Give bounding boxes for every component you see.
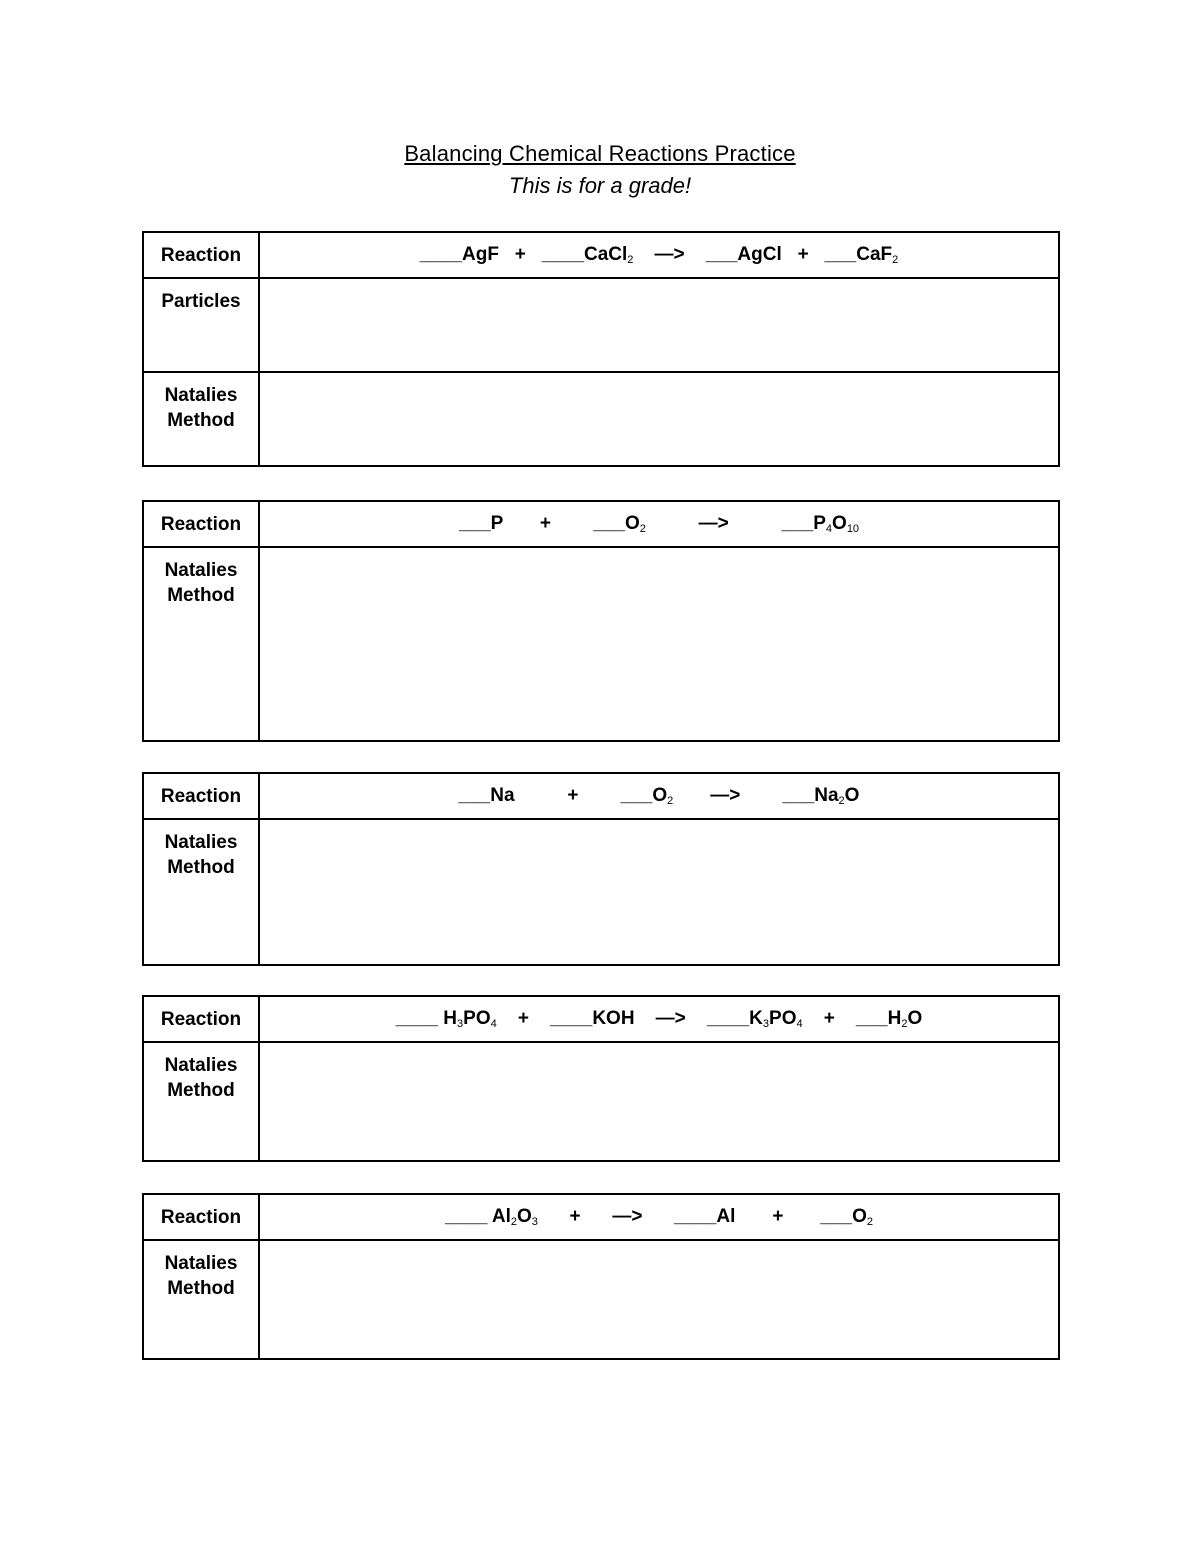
reaction-label: Reaction — [143, 996, 259, 1042]
reaction-equation-5: ____ $Al_2O_3$ + —> ____Al + $\_\_\_O_2$ — [259, 1194, 1059, 1240]
reaction-equation-3: ___Na + $\_\_\_O_2$ —> $\_\_\_Na_2O$ — [259, 773, 1059, 819]
reaction-equation-4: ____ $H_3PO_4$ + ____KOH —> $\_\_\_\_K_3PO_4$ + $\_\_\_H_2O$ — [259, 996, 1059, 1042]
method-work-area[interactable] — [259, 1042, 1059, 1161]
method-row — [143, 372, 1059, 466]
reaction-equation-2: ___P + $\_\_\_O_2$ —> $\_\_\_P_4O_{10}$ — [259, 501, 1059, 547]
method-work-area[interactable] — [259, 819, 1059, 965]
reaction-label: Reaction — [143, 232, 259, 278]
method-row — [143, 819, 1059, 965]
reaction-row — [143, 501, 1059, 547]
reaction-row — [143, 996, 1059, 1042]
method-label: Natalies Method — [143, 1042, 259, 1161]
reaction-table-4 — [142, 995, 1060, 1162]
method-work-area[interactable] — [259, 1240, 1059, 1359]
method-row — [143, 1042, 1059, 1161]
method-label: Natalies Method — [143, 547, 259, 741]
method-row — [143, 547, 1059, 741]
method-label: Natalies Method — [143, 372, 259, 466]
page-subtitle: This is for a grade! — [508, 173, 692, 198]
particles-label: Particles — [143, 278, 259, 372]
reaction-row — [143, 232, 1059, 278]
reaction-table-2 — [142, 500, 1060, 742]
reaction-label: Reaction — [143, 501, 259, 547]
reaction-label: Reaction — [143, 1194, 259, 1240]
particles-work-area[interactable] — [259, 278, 1059, 372]
method-work-area[interactable] — [259, 372, 1059, 466]
reaction-table-3 — [142, 772, 1060, 966]
method-label: Natalies Method — [143, 1240, 259, 1359]
particles-row — [143, 278, 1059, 372]
method-work-area[interactable] — [259, 547, 1059, 741]
page-title: Balancing Chemical Reactions Practice — [404, 141, 796, 166]
reaction-table-5 — [142, 1193, 1060, 1360]
reaction-equation-1: ____AgF + ____CaCl$_2$ —> ___AgCl + ___CaF$_2$ — [259, 232, 1059, 278]
method-row — [143, 1240, 1059, 1359]
reaction-row — [143, 773, 1059, 819]
method-label: Natalies Method — [143, 819, 259, 965]
reaction-label: Reaction — [143, 773, 259, 819]
reaction-table-1 — [142, 231, 1060, 467]
reaction-row — [143, 1194, 1059, 1240]
